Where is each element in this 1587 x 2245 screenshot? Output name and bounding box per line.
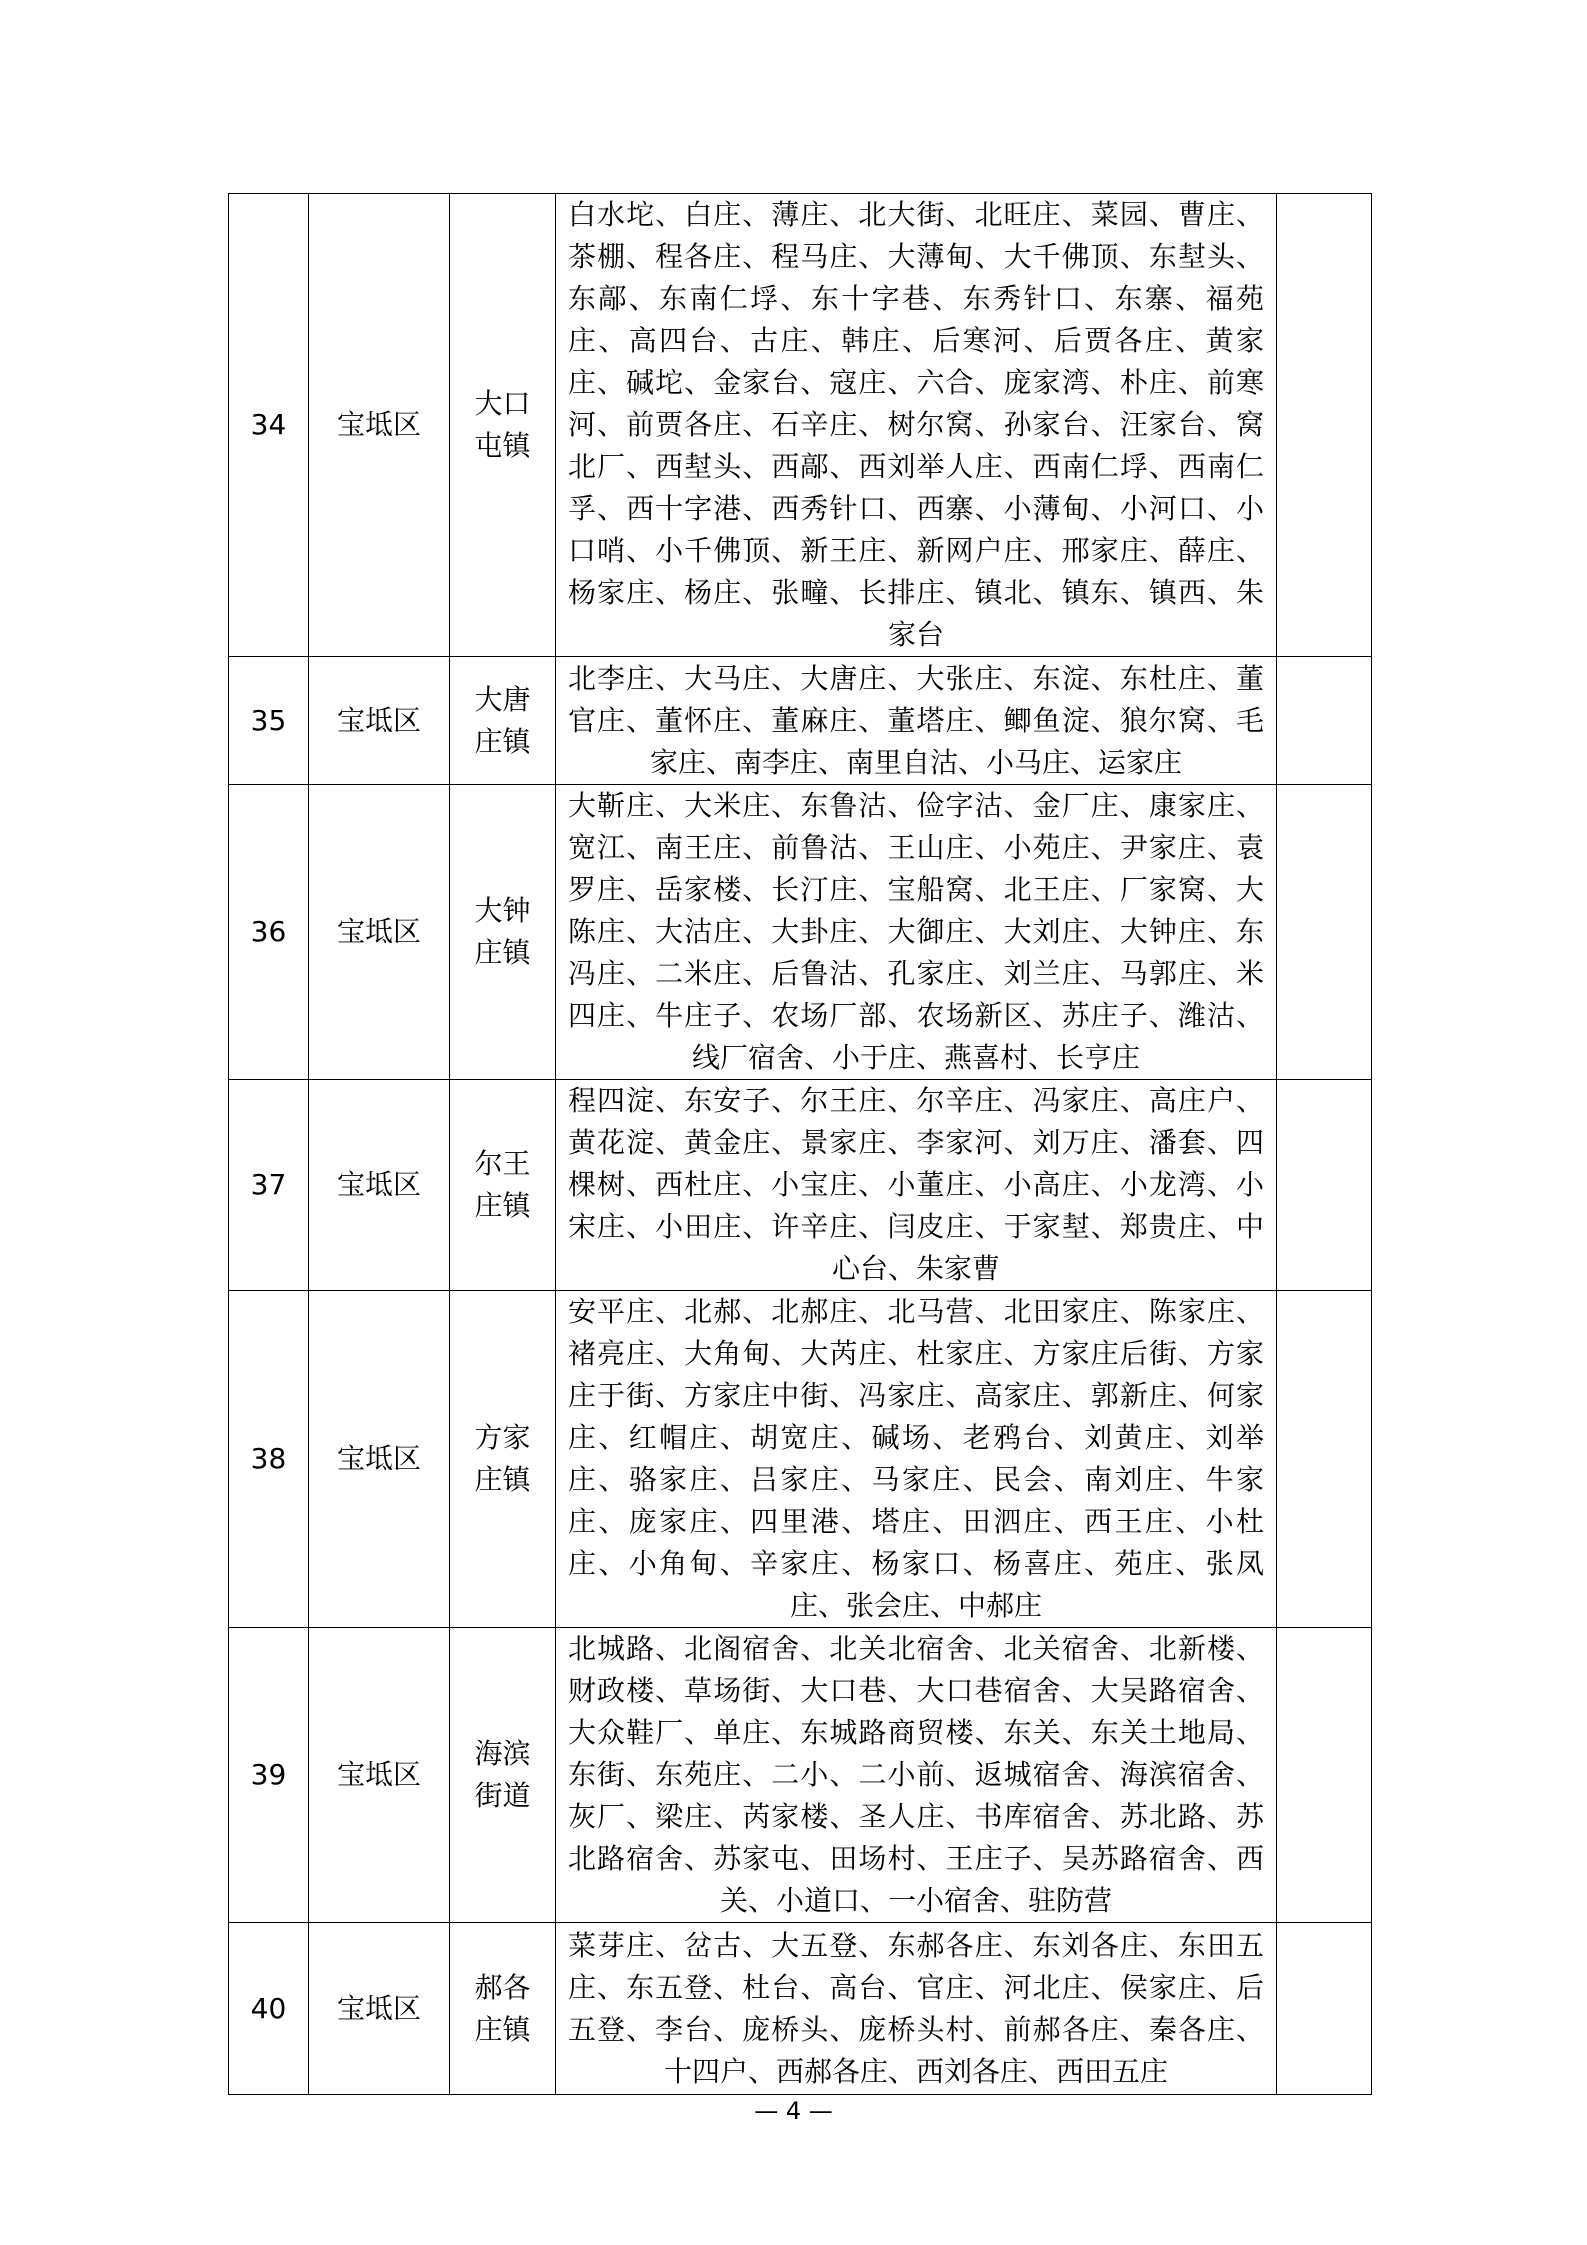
villages-cell <box>556 1291 1277 1628</box>
note-cell <box>1277 1628 1372 1923</box>
village-list: 白水坨、白庄、薄庄、北大街、北旺庄、菜园、曹庄、茶棚、程各庄、程马庄、大薄甸、大千佛顶、东堼头、东鄗、东南仁垺、东十字巷、东秀针口、东寨、福苑庄、高四台、古庄、韩庄、后寒河、后贾各庄、黄家庄、碱坨、金家台、寇庄、六合、庞家湾、朴庄、前寒河、前贾各庄、石辛庄、树尔窝、孙家台、汪家台、窝北厂、西堼头、西鄗、西刘举人庄、西南仁垺、西南仁孚、西十字港、西秀针口、西寨、小薄甸、小河口、小口哨、小千佛顶、新王庄、新网户庄、邢家庄、薛庄、杨家庄、杨庄、张疃、长排庄、镇北、镇东、镇西、朱家台 <box>568 198 1264 651</box>
note-cell <box>1277 1923 1372 2095</box>
village-list: 大靳庄、大米庄、东鲁沽、俭字沽、金厂庄、康家庄、宽江、南王庄、前鲁沽、王山庄、小苑庄、尹家庄、袁罗庄、岳家楼、长汀庄、宝船窝、北王庄、厂家窝、大陈庄、大沽庄、大卦庄、大御庄、大刘庄、大钟庄、东冯庄、二米庄、后鲁沽、孔家庄、刘兰庄、马郭庄、米四庄、牛庄子、农场厂部、农场新区、苏庄子、潍沽、线厂宿舍、小于庄、燕喜村、长亨庄 <box>568 789 1264 1074</box>
town-name: 尔王庄镇 <box>474 1147 531 1222</box>
table-row <box>229 1628 1372 1923</box>
villages-cell <box>556 1628 1277 1923</box>
district-cell: 宝坻区 <box>309 1291 450 1628</box>
village-list: 北李庄、大马庄、大唐庄、大张庄、东淀、东杜庄、董官庄、董怀庄、董麻庄、董塔庄、鲫鱼淀、狼尔窝、毛家庄、南李庄、南里自沽、小马庄、运家庄 <box>568 661 1264 779</box>
district-cell: 宝坻区 <box>309 785 450 1080</box>
town-name: 大口屯镇 <box>474 387 531 462</box>
row-number: 35 <box>229 657 309 785</box>
town-name: 大钟庄镇 <box>474 894 531 969</box>
row-number: 36 <box>229 785 309 1080</box>
row-number: 38 <box>229 1291 309 1628</box>
table-row <box>229 1291 1372 1628</box>
village-list: 菜芽庄、岔古、大五登、东郝各庄、东刘各庄、东田五庄、东五登、杜台、高台、官庄、河北庄、侯家庄、后五登、李台、庞桥头、庞桥头村、前郝各庄、秦各庄、十四户、西郝各庄、西刘各庄、西田五庄 <box>568 1928 1264 2088</box>
table-row <box>229 1080 1372 1291</box>
town-name: 郝各庄镇 <box>474 1970 531 2046</box>
villages-cell <box>556 1080 1277 1291</box>
town-cell <box>450 1628 556 1923</box>
town-name: 大唐庄镇 <box>474 682 531 758</box>
villages-cell <box>556 1923 1277 2095</box>
table-row <box>229 194 1372 657</box>
town-cell <box>450 785 556 1080</box>
villages-cell <box>556 785 1277 1080</box>
note-cell <box>1277 194 1372 657</box>
villages-cell <box>556 194 1277 657</box>
town-cell <box>450 194 556 657</box>
table-row <box>229 785 1372 1080</box>
town-cell <box>450 1080 556 1291</box>
town-name: 方家庄镇 <box>474 1421 531 1496</box>
town-name: 海滨街道 <box>474 1737 531 1812</box>
page-number: — 4 — <box>754 2097 833 2125</box>
table-row <box>229 1923 1372 2095</box>
town-cell <box>450 657 556 785</box>
district-cell: 宝坻区 <box>309 1628 450 1923</box>
row-number: 39 <box>229 1628 309 1923</box>
table-row <box>229 657 1372 785</box>
town-cell <box>450 1291 556 1628</box>
note-cell <box>1277 1291 1372 1628</box>
village-list: 安平庄、北郝、北郝庄、北马营、北田家庄、陈家庄、褚亮庄、大角甸、大芮庄、杜家庄、方家庄后街、方家庄于街、方家庄中街、冯家庄、高家庄、郭新庄、何家庄、红帽庄、胡宽庄、碱场、老鸦台、刘黄庄、刘举庄、骆家庄、吕家庄、马家庄、民会、南刘庄、牛家庄、庞家庄、四里港、塔庄、田泗庄、西王庄、小杜庄、小角甸、辛家庄、杨家口、杨喜庄、苑庄、张凤庄、张会庄、中郝庄 <box>568 1295 1264 1622</box>
district-cell: 宝坻区 <box>309 657 450 785</box>
row-number: 37 <box>229 1080 309 1291</box>
row-number: 40 <box>229 1923 309 2095</box>
villages-cell <box>556 657 1277 785</box>
village-list: 北城路、北阁宿舍、北关北宿舍、北关宿舍、北新楼、财政楼、草场街、大口巷、大口巷宿舍、大吴路宿舍、大众鞋厂、单庄、东城路商贸楼、东关、东关土地局、东街、东苑庄、二小、二小前、返城宿舍、海滨宿舍、灰厂、梁庄、芮家楼、圣人庄、书库宿舍、苏北路、苏北路宿舍、苏家屯、田场村、王庄子、吴苏路宿舍、西关、小道口、一小宿舍、驻防营 <box>568 1632 1264 1917</box>
note-cell <box>1277 785 1372 1080</box>
town-cell <box>450 1923 556 2095</box>
note-cell <box>1277 657 1372 785</box>
district-cell: 宝坻区 <box>309 194 450 657</box>
district-cell: 宝坻区 <box>309 1080 450 1291</box>
note-cell <box>1277 1080 1372 1291</box>
village-table <box>228 193 1372 2095</box>
row-number: 34 <box>229 194 309 657</box>
district-cell: 宝坻区 <box>309 1923 450 2095</box>
village-list: 程四淀、东安子、尔王庄、尔辛庄、冯家庄、高庄户、黄花淀、黄金庄、景家庄、李家河、刘万庄、潘套、四棵树、西杜庄、小宝庄、小董庄、小高庄、小龙湾、小宋庄、小田庄、许辛庄、闫皮庄、于家堼、郑贵庄、中心台、朱家曹 <box>568 1084 1264 1285</box>
